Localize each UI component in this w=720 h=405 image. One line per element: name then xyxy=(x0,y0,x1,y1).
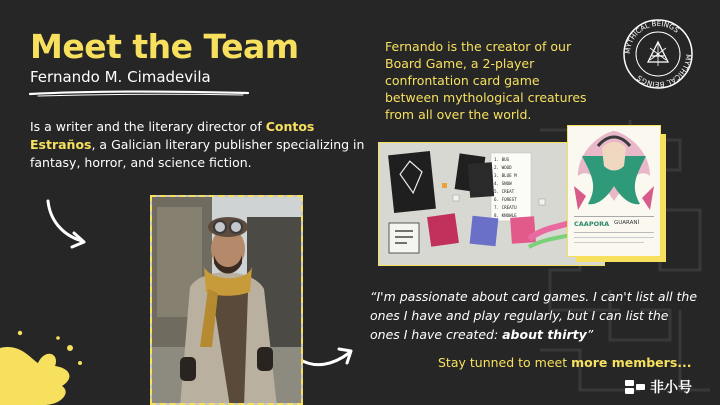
bio-text xyxy=(30,118,370,172)
caapora-card xyxy=(568,126,660,256)
watermark-text: 非小号 xyxy=(650,380,692,396)
publisher-name: Contos Estraños xyxy=(30,119,315,152)
bio-part1: Is a writer and the literary director of xyxy=(30,119,266,134)
watermark-logo-icon xyxy=(624,378,646,396)
curved-arrow-icon xyxy=(40,195,95,250)
card-item: 7. CREATU xyxy=(494,205,517,210)
member-name: Fernando M. Cimadevila xyxy=(30,68,211,86)
member-photo xyxy=(150,195,303,405)
logo-text-top: MYTHICAL BEINGS xyxy=(623,19,681,55)
caapora-label: CAAPORA xyxy=(574,220,610,228)
curved-arrow-right-icon xyxy=(295,335,357,375)
quote-text xyxy=(370,287,700,344)
card-rule xyxy=(574,242,644,243)
caapora-sub-label: GUARANÍ xyxy=(614,220,640,226)
card-item: 6. FOREST xyxy=(494,197,517,202)
logo-text-bottom: MYTHICAL BEINGS xyxy=(635,53,693,89)
stay-tuned-emphasis: more members... xyxy=(571,355,692,370)
card-item: 2. WOOD xyxy=(494,165,512,170)
card-item: 5. CREAT xyxy=(494,189,515,194)
mythical-beings-logo xyxy=(622,18,694,90)
quote-body: “I'm passionate about card games. I can't list all the ones I have and play regularly, but I can list the ones I have created: xyxy=(370,289,698,342)
bio-part2: , a Galician literary publisher specializing in fantasy, horror, and science fiction. xyxy=(30,137,365,170)
paint-splat xyxy=(0,318,90,405)
stay-tuned-text xyxy=(438,355,692,370)
card-rule xyxy=(574,232,654,233)
card-item: 8. KNOWLE xyxy=(494,213,517,218)
page-title: Meet the Team xyxy=(30,27,299,66)
quote-close: ” xyxy=(586,327,594,342)
quote-emphasis: about thirty xyxy=(502,327,587,342)
intro-text: Fernando is the creator of our Board Game, a 2-player confrontation card game between mythological creatures from all over the world. xyxy=(385,39,587,122)
card-item: 1. BUS xyxy=(494,157,510,162)
card-item: 3. BLUE M xyxy=(494,173,517,178)
portrait-illustration xyxy=(152,197,303,405)
watermark xyxy=(624,376,692,398)
stay-tuned-body: Stay tunned to meet xyxy=(438,355,572,370)
brush-underline xyxy=(28,88,250,98)
card-rule xyxy=(574,237,654,238)
card-item: 4. SNOW xyxy=(494,181,512,186)
